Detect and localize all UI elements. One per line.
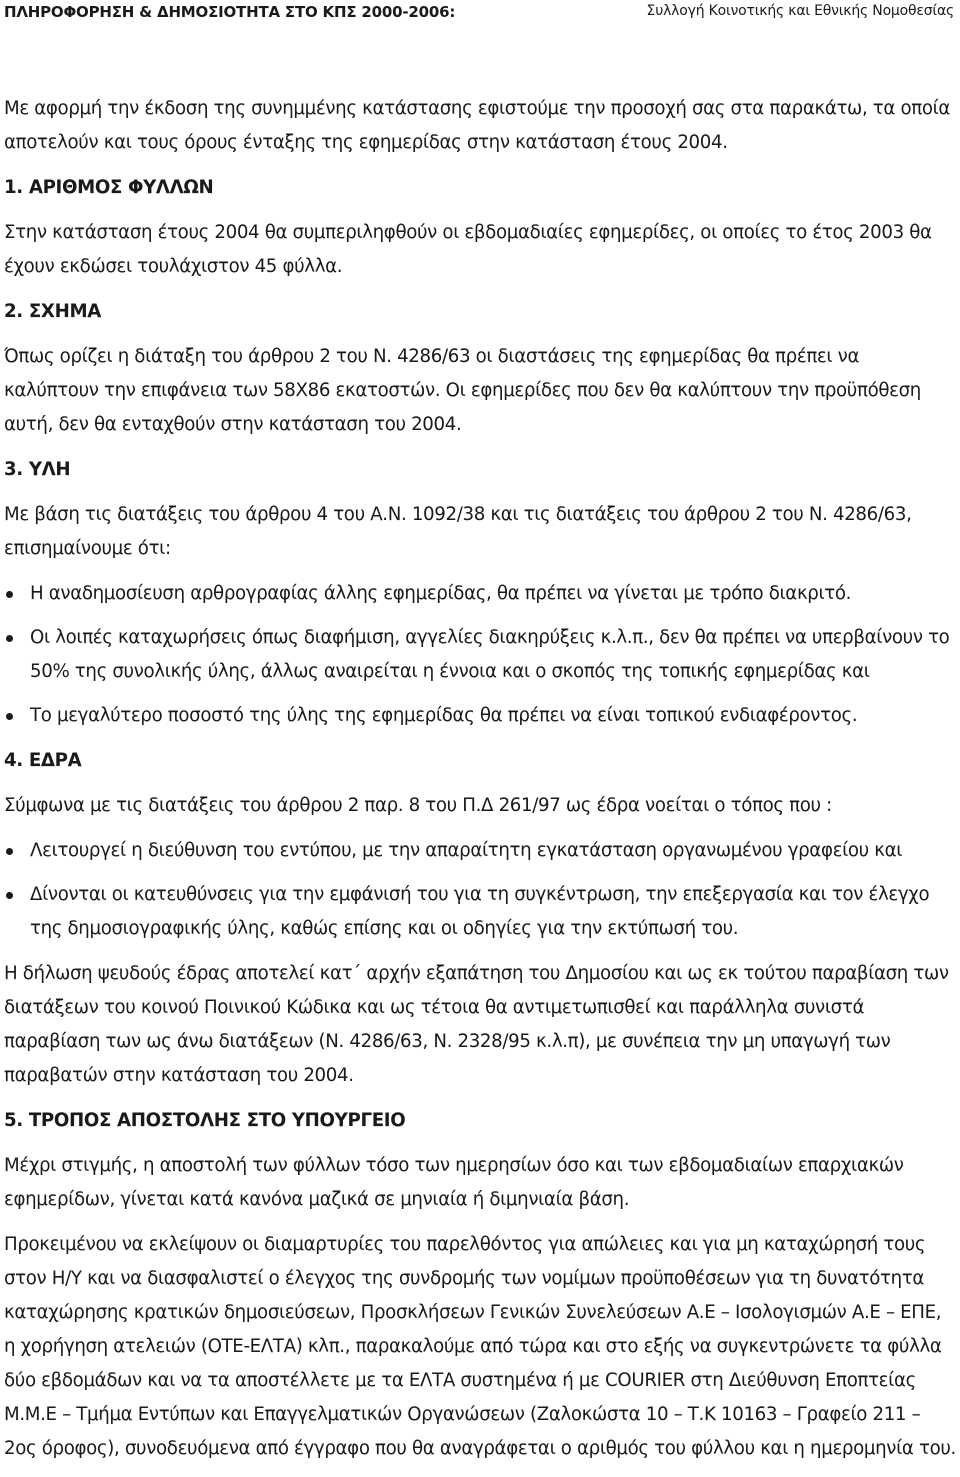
section-5-text-1: Μέχρι στιγμής, η αποστολή των φύλλων τόσο των ημερησίων όσο και των εβδομαδιαίων επαρχιακών εφημερίδων, γίνεται κατά κανόνα μαζικά σε μηνιαία ή διμηνιαία βάση.	[4, 1155, 904, 1210]
section-4-heading: 4. ΕΔΡΑ	[4, 750, 82, 771]
list-item	[4, 878, 956, 946]
section-5-heading: 5. ΤΡΟΠΟΣ ΑΠΟΣΤΟΛΗΣ ΣΤΟ ΥΠΟΥΡΓΕΙΟ	[4, 1110, 406, 1131]
bullet-icon	[6, 591, 13, 598]
section-1-heading: 1. ΑΡΙΘΜΟΣ ΦΥΛΛΩΝ	[4, 177, 214, 198]
bullet-text: Λειτουργεί η διεύθυνση του εντύπου, με την απαραίτητη εγκατάσταση οργανωμένου γραφείου και	[30, 840, 903, 861]
bullet-text: Η αναδημοσίευση αρθρογραφίας άλλης εφημερίδας, θα πρέπει να γίνεται με τρόπο διακριτό.	[30, 583, 852, 604]
header-collection-title: Συλλογή Κοινοτικής και Εθνικής Νομοθεσίας	[646, 3, 954, 19]
section-4-bullet-list	[4, 834, 956, 946]
section-3-bullet-list	[4, 577, 956, 733]
list-item	[4, 834, 956, 868]
intro-paragraph: Με αφορμή την έκδοση της συνημμένης κατάστασης εφιστούμε την προσοχή σας στα παρακάτω, τα οποία αποτελούν και τους όρους ένταξης της εφημερίδας στην κατάσταση έτους 2004.	[4, 98, 951, 153]
document-body	[4, 92, 956, 1477]
section-4-closing: Η δήλωση ψευδούς έδρας αποτελεί κατ΄ αρχήν εξαπάτηση του Δημοσίου και ως εκ τούτου παραβίαση των διατάξεων του κοινού Ποινικού Κώδικα και ως τέτοια θα αντιμετωπισθεί και παράλληλα συνιστά παραβίαση των ως άνω διατάξεων (Ν. 4286/63, Ν. 2328/95 κ.λ.π), με συνέπεια την μη υπαγωγή των παραβατών στην κατάσταση του 2004.	[4, 963, 949, 1086]
section-4-text: Σύμφωνα με τις διατάξεις του άρθρου 2 παρ. 8 του Π.Δ 261/97 ως έδρα νοείται ο τόπος που :	[4, 795, 832, 816]
bullet-text: Το μεγαλύτερο ποσοστό της ύλης της εφημερίδας θα πρέπει να είναι τοπικού ενδιαφέροντος.	[30, 705, 858, 726]
section-3-text: Με βάση τις διατάξεις του άρθρου 4 του Α.Ν. 1092/38 και τις διατάξεις του άρθρου 2 του Ν. 4286/63, επισημαίνουμε ότι:	[4, 504, 912, 559]
list-item	[4, 621, 956, 689]
section-1-text: Στην κατάσταση έτους 2004 θα συμπεριληφθούν οι εβδομαδιαίες εφημερίδες, οι οποίες το έτος 2003 θα έχουν εκδώσει τουλάχιστον 45 φύλλα.	[4, 222, 932, 277]
bullet-icon	[6, 635, 13, 642]
section-3-heading: 3. ΥΛΗ	[4, 459, 71, 480]
bullet-icon	[6, 713, 13, 720]
header-section-title: ΠΛΗΡΟΦΟΡΗΣΗ & ΔΗΜΟΣΙΟΤΗΤΑ ΣΤΟ ΚΠΣ 2000-2006:	[4, 3, 456, 21]
section-5-text-2: Προκειμένου να εκλείψουν οι διαμαρτυρίες του παρελθόντος για απώλειες και για μη καταχώρησή τους στον Η/Υ και να διασφαλιστεί ο έλεγχος της συνδρομής των νομίμων προϋποθέσεων για τη δυνατότητα καταχώρησης κρατικών δημοσιεύσεων, Προσκλήσεων Γενικών Συνελεύσεων Α.Ε – Ισολογισμών Α.Ε – ΕΠΕ, η χορήγηση ατελειών (ΟΤΕ-ΕΛΤΑ) κλπ., παρακαλούμε από τώρα και στο εξής να συγκεντρώνετε τα φύλλα δύο εβδομάδων και να τα αποστέλλετε με τα ΕΛΤΑ συστημένα ή με COURIER στη Διεύθυνση Εποπτείας Μ.Μ.Ε – Τμήμα Εντύπων και Επαγγελματικών Οργανώσεων (Ζαλοκώστα 10 – Τ.Κ 10163 – Γραφείο 211 – 2ος όροφος), συνοδευόμενα από έγγραφο που θα αναγράφεται ο αριθμός του φύλλου και η ημερομηνία του.	[4, 1234, 956, 1459]
section-2-text: Όπως ορίζει η διάταξη του άρθρου 2 του Ν. 4286/63 οι διαστάσεις της εφημερίδας θα πρέπει να καλύπτουν την επιφάνεια των 58Χ86 εκατοστών. Οι εφημερίδες που δεν θα καλύπτουν την προϋπόθεση αυτή, δεν θα ενταχθούν στην κατάσταση του 2004.	[4, 346, 921, 435]
bullet-text: Δίνονται οι κατευθύνσεις για την εμφάνισή του για τη συγκέντρωση, την επεξεργασία και τον έλεγχο της δημοσιογραφικής ύλης, καθώς επίσης και οι οδηγίες για την εκτύπωσή του.	[30, 884, 930, 939]
list-item	[4, 577, 956, 611]
bullet-icon	[6, 892, 13, 899]
list-item	[4, 699, 956, 733]
bullet-icon	[6, 848, 13, 855]
bullet-text: Οι λοιπές καταχωρήσεις όπως διαφήμιση, αγγελίες διακηρύξεις κ.λ.π., δεν θα πρέπει να υπερβαίνουν το 50% της συνολικής ύλης, άλλως αναιρείται η έννοια και ο σκοπός της τοπικής εφημερίδας και	[30, 627, 950, 682]
page-header	[0, 0, 960, 24]
section-2-heading: 2. ΣΧΗΜΑ	[4, 301, 101, 322]
